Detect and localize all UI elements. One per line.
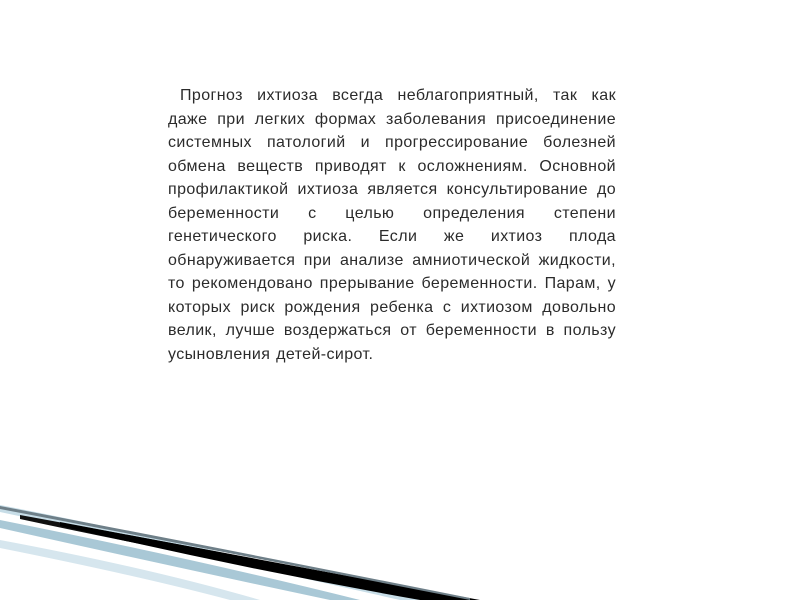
body-paragraph: Прогноз ихтиоза всегда неблагоприятный, так как даже при легких формах заболевания присоединение системных патологий и прогрессирование болезней обмена веществ приводят к осложнениям. Основной профилактикой ихтиоза является консультирование до беременности с целью определения степени генетического риска. Если же ихтиоз плода обнаруживается при анализе амниотической жидкости, то рекомендовано прерывание беременности. Парам, у которых риск рождения ребенка с ихтиозом довольно велик, лучше воздержаться от беременности в пользу усыновления детей-сирот.	[168, 87, 616, 363]
gray-swoosh-line	[0, 506, 470, 600]
light-swoosh-stroke-2	[0, 520, 360, 600]
